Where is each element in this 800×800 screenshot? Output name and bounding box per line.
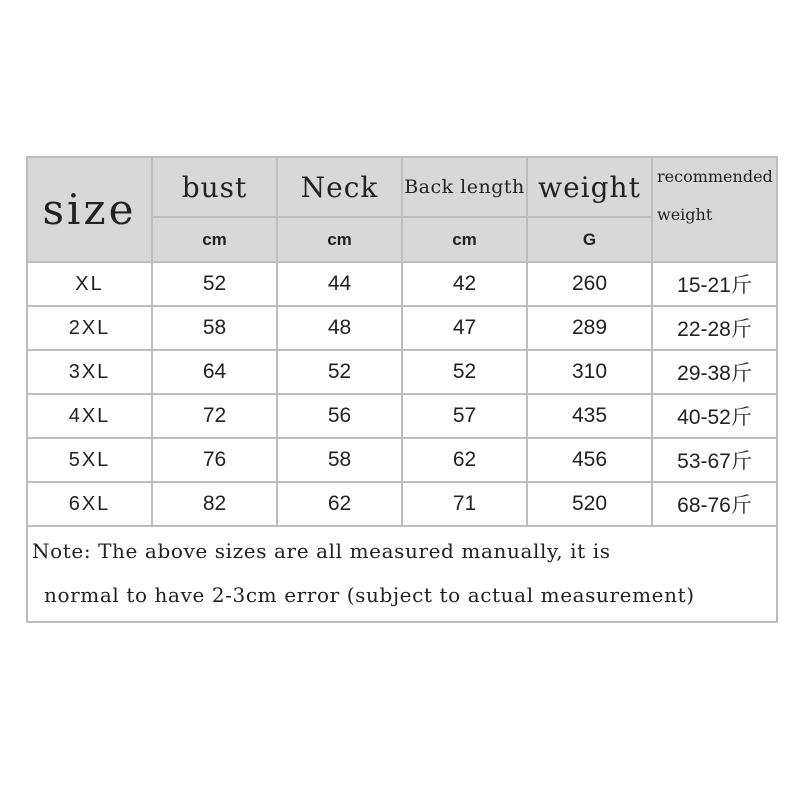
weight-cell: 260 xyxy=(527,262,652,306)
bust-unit: cm xyxy=(152,217,277,262)
note-line-1: Note: The above sizes are all measured manually, it is xyxy=(32,539,611,563)
back-length-cell: 52 xyxy=(402,350,527,394)
weight-cell: 520 xyxy=(527,482,652,526)
recommended-header-line1: recommended xyxy=(657,167,773,186)
header-row xyxy=(27,157,777,217)
size-cell: 2XL xyxy=(27,306,152,350)
recommended-header-line2: weight xyxy=(657,205,713,224)
recommended-weight-cell: 68-76斤 xyxy=(652,482,777,526)
table-row xyxy=(27,306,777,350)
table-row xyxy=(27,394,777,438)
weight-header: weight xyxy=(527,157,652,217)
recommended-weight-header xyxy=(652,157,777,262)
weight-unit: G xyxy=(527,217,652,262)
recommended-weight-cell: 15-21斤 xyxy=(652,262,777,306)
note-line-2: normal to have 2-3cm error (subject to actual measurement) xyxy=(44,583,695,607)
neck-cell: 48 xyxy=(277,306,402,350)
size-cell: 4XL xyxy=(27,394,152,438)
back-length-cell: 62 xyxy=(402,438,527,482)
back-length-header: Back length xyxy=(402,157,527,217)
neck-cell: 56 xyxy=(277,394,402,438)
recommended-weight-cell: 29-38斤 xyxy=(652,350,777,394)
back-length-cell: 71 xyxy=(402,482,527,526)
recommended-weight-cell: 22-28斤 xyxy=(652,306,777,350)
back-length-cell: 57 xyxy=(402,394,527,438)
table-row xyxy=(27,482,777,526)
bust-cell: 76 xyxy=(152,438,277,482)
bust-cell: 52 xyxy=(152,262,277,306)
table-row xyxy=(27,350,777,394)
recommended-weight-cell: 40-52斤 xyxy=(652,394,777,438)
size-chart-table xyxy=(26,156,778,623)
size-cell: XL xyxy=(27,262,152,306)
recommended-weight-cell: 53-67斤 xyxy=(652,438,777,482)
weight-cell: 310 xyxy=(527,350,652,394)
bust-cell: 72 xyxy=(152,394,277,438)
size-header: size xyxy=(27,157,152,262)
table-row xyxy=(27,262,777,306)
note-row xyxy=(27,526,777,622)
neck-cell: 62 xyxy=(277,482,402,526)
neck-cell: 44 xyxy=(277,262,402,306)
size-cell: 5XL xyxy=(27,438,152,482)
measurement-note xyxy=(27,526,777,622)
neck-cell: 58 xyxy=(277,438,402,482)
size-cell: 3XL xyxy=(27,350,152,394)
size-cell: 6XL xyxy=(27,482,152,526)
back-length-cell: 47 xyxy=(402,306,527,350)
weight-cell: 456 xyxy=(527,438,652,482)
bust-cell: 58 xyxy=(152,306,277,350)
bust-cell: 64 xyxy=(152,350,277,394)
back-length-unit: cm xyxy=(402,217,527,262)
neck-unit: cm xyxy=(277,217,402,262)
bust-cell: 82 xyxy=(152,482,277,526)
neck-header: Neck xyxy=(277,157,402,217)
weight-cell: 289 xyxy=(527,306,652,350)
neck-cell: 52 xyxy=(277,350,402,394)
table-row xyxy=(27,438,777,482)
weight-cell: 435 xyxy=(527,394,652,438)
back-length-cell: 42 xyxy=(402,262,527,306)
bust-header: bust xyxy=(152,157,277,217)
